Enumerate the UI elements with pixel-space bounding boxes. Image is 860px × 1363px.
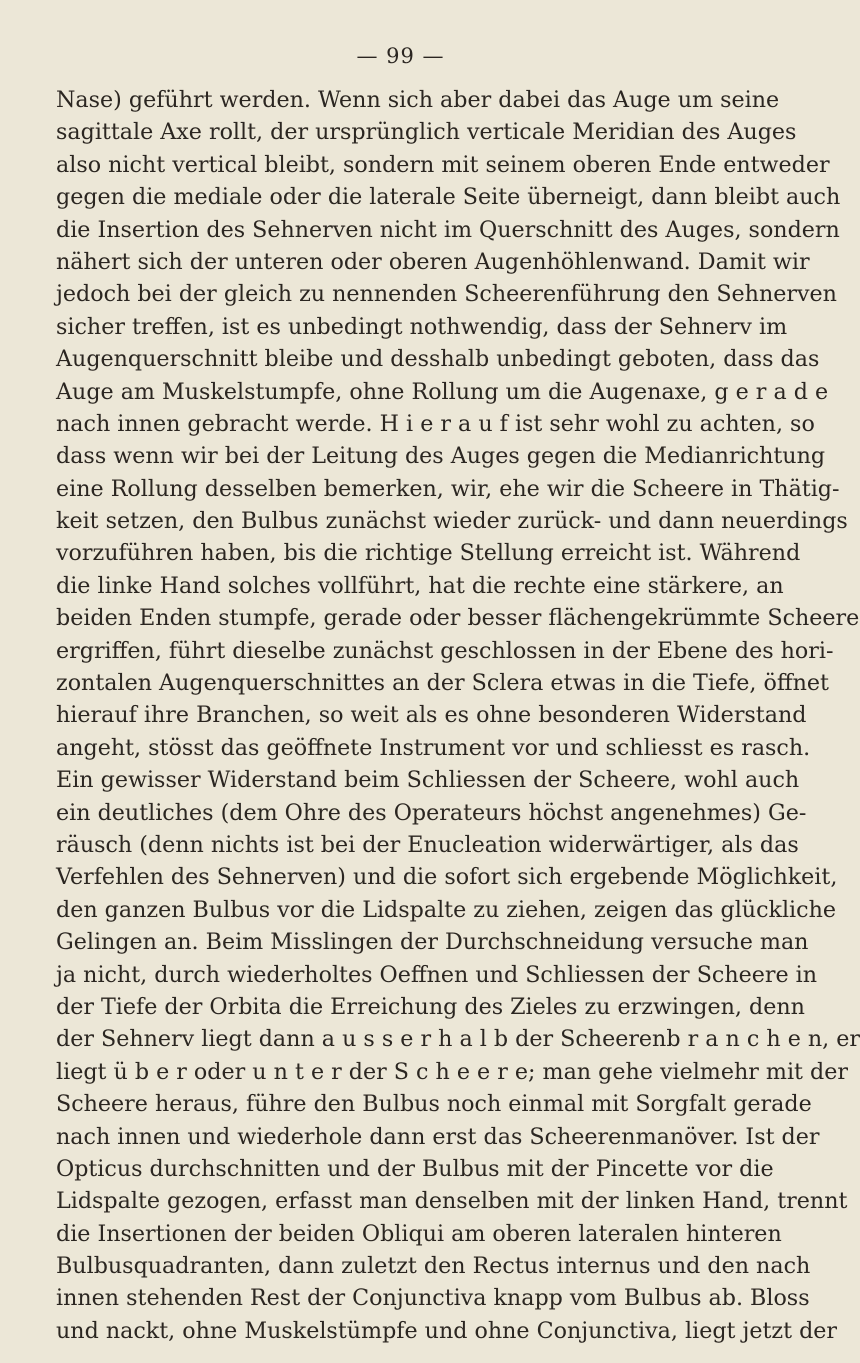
text-line: liegt ü b e r oder u n t e r der S c h e e r e; man gehe vielmehr mit der [56, 1058, 848, 1085]
text-line: jedoch bei der gleich zu nennenden Scheerenführung den Sehnerven [56, 281, 837, 308]
body-text [56, 84, 860, 1347]
text-line: Opticus durchschnitten und der Bulbus mit der Pincette vor die [56, 1155, 774, 1182]
text-line: eine Rollung desselben bemerken, wir, ehe wir die Scheere in Thätig- [56, 475, 840, 502]
text-line: räusch (denn nichts ist bei der Enucleation widerwärtiger, als das [56, 831, 799, 858]
text-line: die Insertion des Sehnerven nicht im Querschnitt des Auges, sondern [56, 216, 840, 243]
text-line: zontalen Augenquerschnittes an der Sclera etwas in die Tiefe, öffnet [56, 670, 829, 697]
text-line: hierauf ihre Branchen, so weit als es ohne besonderen Widerstand [56, 702, 807, 729]
text-line: Lidspalte gezogen, erfasst man denselben mit der linken Hand, trennt [56, 1188, 848, 1215]
text-line: ein deutliches (dem Ohre des Operateurs höchst angenehmes) Ge- [56, 799, 807, 826]
text-line: und nackt, ohne Muskelstümpfe und ohne Conjunctiva, liegt jetzt der [56, 1317, 838, 1344]
text-line: ja nicht, durch wiederholtes Oeffnen und Schliessen der Scheere in [56, 961, 818, 988]
text-line: den ganzen Bulbus vor die Lidspalte zu ziehen, zeigen das glückliche [56, 896, 836, 923]
text-line: sagittale Axe rollt, der ursprünglich verticale Meridian des Auges [56, 119, 797, 146]
text-line: der Tiefe der Orbita die Erreichung des Zieles zu erzwingen, denn [56, 993, 805, 1020]
page-number: — 99 — [356, 44, 445, 68]
text-line: Scheere heraus, führe den Bulbus noch einmal mit Sorgfalt gerade [56, 1091, 812, 1118]
text-line: Bulbusquadranten, dann zuletzt den Rectus internus und den nach [56, 1253, 811, 1280]
text-line: Verfehlen des Sehnerven) und die sofort sich ergebende Möglichkeit, [56, 864, 838, 891]
text-line: beiden Enden stumpfe, gerade oder besser flächengekrümmte Scheere [56, 605, 860, 632]
text-line: Gelingen an. Beim Misslingen der Durchschneidung versuche man [56, 929, 809, 956]
text-line: dass wenn wir bei der Leitung des Auges gegen die Medianrichtung [56, 443, 826, 470]
text-line: angeht, stösst das geöffnete Instrument vor und schliesst es rasch. [56, 734, 811, 761]
text-line: Augenquerschnitt bleibe und desshalb unbedingt geboten, dass das [56, 346, 820, 373]
text-line: also nicht vertical bleibt, sondern mit seinem oberen Ende entweder [56, 151, 830, 178]
text-line: Nase) geführt werden. Wenn sich aber dabei das Auge um seine [56, 87, 780, 113]
text-line: sicher treffen, ist es unbedingt nothwendig, dass der Sehnerv im [56, 313, 788, 340]
text-line: nach innen gebracht werde. H i e r a u f ist sehr wohl zu achten, so [56, 410, 815, 437]
text-line: die Insertionen der beiden Obliqui am oberen lateralen hinteren [56, 1220, 782, 1247]
text-line: Ein gewisser Widerstand beim Schliessen der Scheere, wohl auch [56, 767, 800, 794]
text-line: der Sehnerv liegt dann a u s s e r h a l b der Scheerenb r a n c h e n, er [56, 1026, 860, 1053]
text-line: Auge am Muskelstumpfe, ohne Rollung um die Augenaxe, g e r a d e [56, 378, 829, 405]
text-line: nähert sich der unteren oder oberen Augenhöhlenwand. Damit wir [56, 248, 810, 275]
text-line: keit setzen, den Bulbus zunächst wieder zurück- und dann neuerdings [56, 508, 848, 535]
text-line: ergriffen, führt dieselbe zunächst geschlossen in der Ebene des hori- [56, 637, 834, 664]
text-line: innen stehenden Rest der Conjunctiva knapp vom Bulbus ab. Bloss [56, 1285, 810, 1312]
text-line: nach innen und wiederhole dann erst das Scheerenmanöver. Ist der [56, 1123, 820, 1150]
text-line: gegen die mediale oder die laterale Seite überneigt, dann bleibt auch [56, 184, 841, 211]
text-line: vorzuführen haben, bis die richtige Stellung erreicht ist. Während [56, 540, 801, 567]
text-line: die linke Hand solches vollführt, hat die rechte eine stärkere, an [56, 572, 784, 599]
